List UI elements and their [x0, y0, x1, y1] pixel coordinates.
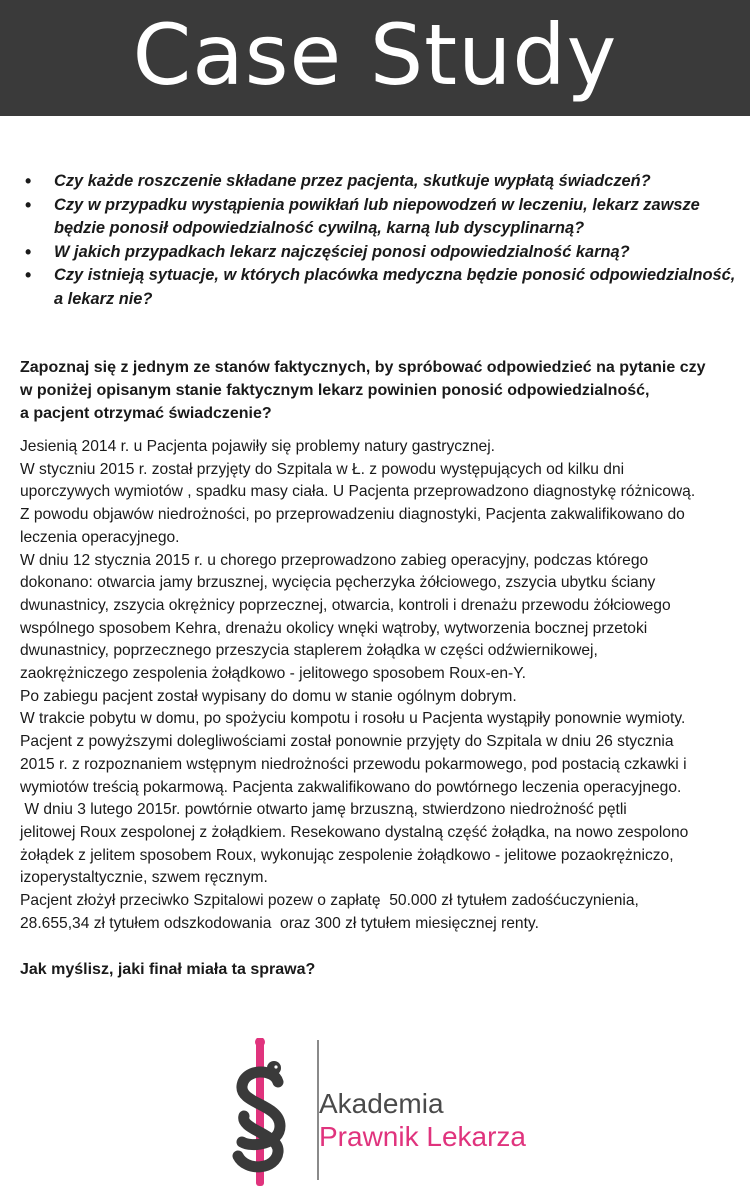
facts-line: dokonano: otwarcia jamy brzusznej, wycięcia pęcherzyka żółciowego, zszycia ubytku ściany: [20, 574, 656, 592]
logo-line-prawnik-lekarza: Prawnik Lekarza: [319, 1121, 526, 1152]
facts-line: dwunastnicy, zszycia okrężnicy poprzecznej, otwarcia, kontroli i drenażu przewodu żółciowego: [20, 596, 671, 614]
closing-question: Jak myślisz, jaki finał miała ta sprawa?: [20, 961, 316, 978]
facts-line: żołądek z jelitem sposobem Roux, wykonując zespolenie żołądkowo - jelitowe pozaokrężniczo,: [20, 846, 674, 864]
facts-line: Pacjent z powyższymi dolegliwościami został ponownie przyjęty do Szpitala w dniu 26 stycznia: [20, 733, 674, 751]
facts-line: 2015 r. z rozpoznaniem wstępnym niedrożności przewodu pokarmowego, pod postacią czkawki i: [20, 755, 687, 773]
question-item: [20, 170, 740, 194]
facts-line: Z powodu objawów niedrożności, po przeprowadzeniu diagnostyki, Pacjenta zakwalifikowano do: [20, 506, 685, 524]
question-line: • Czy w przypadku wystąpienia powikłań lub niepowodzeń w leczeniu, lekarz zawsze: [54, 195, 700, 214]
logo-line-akademia: Akademia: [319, 1088, 444, 1119]
facts-line: uporczywych wymiotów , spadku masy ciała. U Pacjenta przeprowadzono diagnostykę różnicową.: [20, 483, 696, 501]
questions-list: [20, 170, 740, 311]
paragraph-caduceus-icon: [222, 1038, 300, 1188]
facts-line: leczenia operacyjnego.: [20, 528, 180, 546]
question-item: [20, 194, 740, 241]
case-facts: [20, 436, 740, 935]
question-line: • W jakich przypadkach lekarz najczęściej ponosi odpowiedzialność karną?: [54, 242, 630, 261]
facts-line: W dniu 3 lutego 2015r. powtórnie otwarto jamę brzuszną, stwierdzono niedrożność pętli: [20, 801, 627, 819]
question-line: • Czy istnieją sytuacje, w których placówka medyczna będzie ponosić odpowiedzialność,: [54, 266, 736, 284]
facts-line: W trakcie pobytu w domu, po spożyciu kompotu i rosołu u Pacjenta wystąpiły ponownie wymioty.: [20, 710, 686, 728]
intro-line: a pacjent otrzymać świadczenie?: [20, 405, 272, 422]
facts-line: dwunastnicy, poprzecznego przeszycia staplerem żołądka w części odźwiernikowej,: [20, 642, 598, 660]
question-line: • Czy każde roszczenie składane przez pacjenta, skutkuje wypłatą świadczeń?: [54, 172, 651, 190]
facts-line: W styczniu 2015 r. został przyjęty do Szpitala w Ł. z powodu występujących od kilku dni: [20, 460, 625, 478]
intro-paragraph: [20, 356, 735, 425]
question-item: [20, 264, 740, 311]
facts-line: jelitowej Roux zespolonej z żołądkiem. Resekowano dystalną część żołądka, na nowo zespolono: [20, 823, 689, 841]
question-line: będzie ponosił odpowiedzialność cywilną, karną lub dyscyplinarną?: [54, 219, 585, 237]
facts-line: zaokrężniczego zespolenia żołądkowo - jelitowego sposobem Roux-en-Y.: [20, 665, 526, 683]
page-title: Case Study: [132, 6, 618, 104]
facts-line: wspólnego sposobem Kehra, drenażu okolicy wnęki wątroby, wytworzenia bocznej przetoki: [20, 619, 648, 637]
brand-logo: [222, 1038, 682, 1188]
intro-line: w poniżej opisanym stanie faktycznym lekarz powinien ponosić odpowiedzialność,: [20, 382, 650, 399]
logo-wordmark: [319, 1088, 526, 1154]
facts-line: izoperystaltycznie, szwem ręcznym.: [20, 869, 268, 887]
facts-line: 28.655,34 zł tytułem odszkodowania oraz 300 zł tytułem miesięcznej renty.: [20, 914, 539, 932]
question-line: a lekarz nie?: [54, 289, 153, 308]
header-bar: [0, 0, 750, 116]
question-item: [20, 241, 740, 265]
facts-line: Jesienią 2014 r. u Pacjenta pojawiły się problemy natury gastrycznej.: [20, 438, 495, 455]
facts-line: Po zabiegu pacjent został wypisany do domu w stanie ogólnym dobrym.: [20, 687, 517, 705]
facts-line: wymiotów treścią pokarmową. Pacjenta zakwalifikowano do powtórnego leczenia operacyjnego.: [20, 778, 682, 796]
facts-line: Pacjent złożył przeciwko Szpitalowi pozew o zapłatę 50.000 zł tytułem zadośćuczynienia,: [20, 892, 639, 910]
facts-line: W dniu 12 stycznia 2015 r. u chorego przeprowadzono zabieg operacyjny, podczas którego: [20, 551, 649, 569]
intro-line: Zapoznaj się z jednym ze stanów faktycznych, by spróbować odpowiedzieć na pytanie czy: [20, 359, 706, 376]
